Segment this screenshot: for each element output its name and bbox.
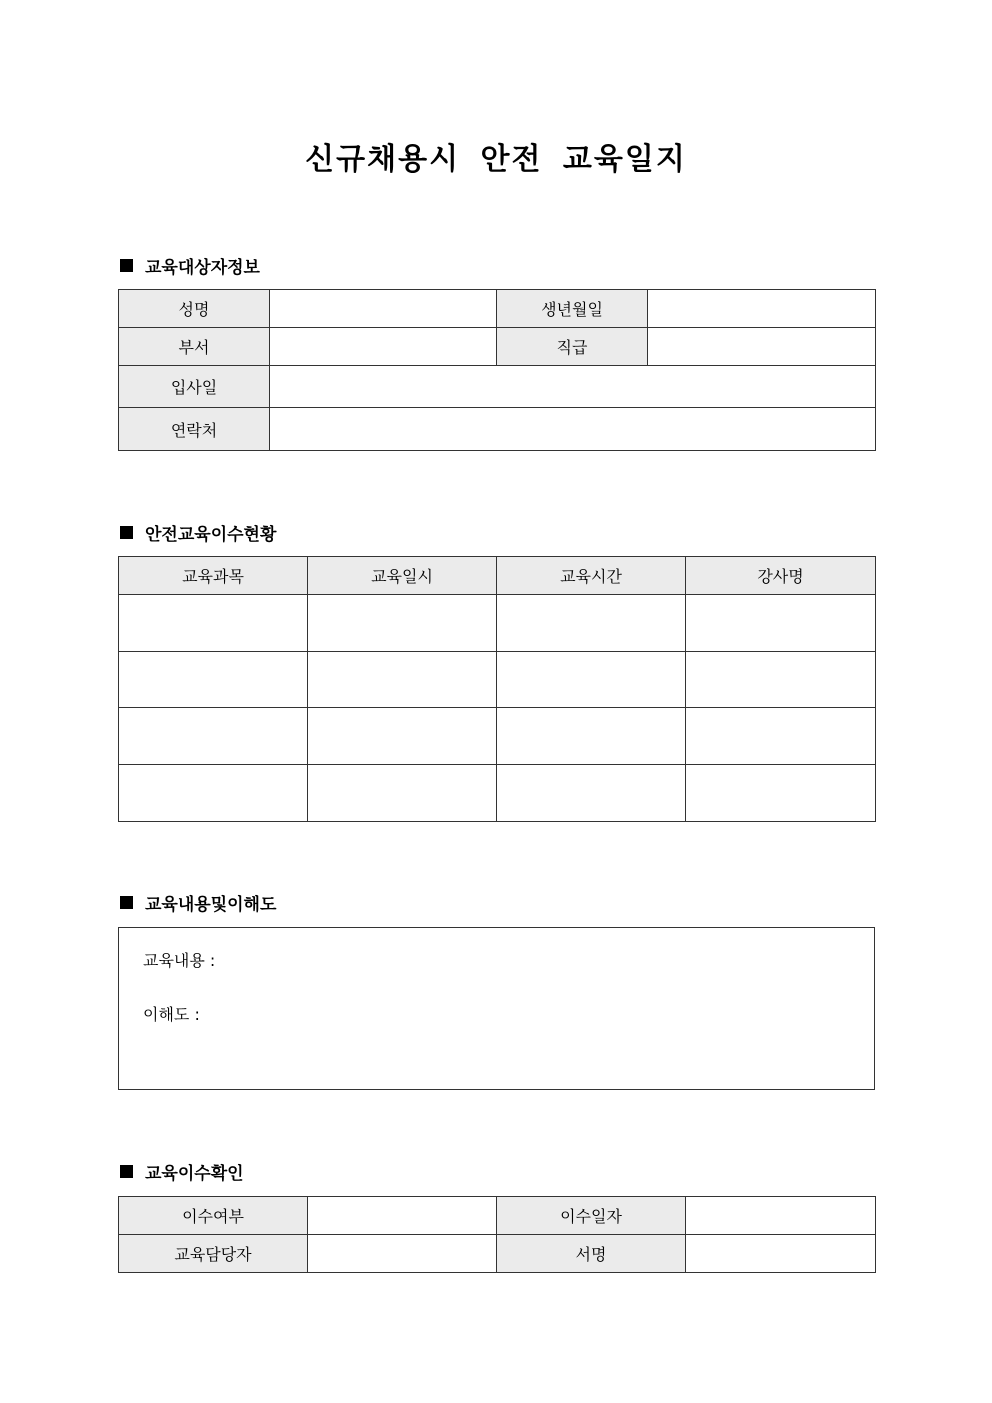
instructor-cell[interactable] [686,708,876,765]
hire-date-label: 입사일 [119,366,270,408]
department-field[interactable] [270,328,497,366]
completed-field[interactable] [308,1197,497,1235]
page-title: 신규채용시 안전 교육일지 [305,142,687,177]
table-row [119,595,876,652]
manager-label: 교육담당자 [119,1235,308,1273]
manager-field[interactable] [308,1235,497,1273]
birthdate-label: 생년월일 [497,290,648,328]
section-heading-label: 안전교육이수현황 [145,524,277,545]
signature-field[interactable] [686,1235,876,1273]
hire-date-field[interactable] [270,366,876,408]
target-info-table [118,289,876,451]
subject-cell[interactable] [119,708,308,765]
completed-label: 이수여부 [119,1197,308,1235]
section-heading-label: 교육이수확인 [145,1163,244,1184]
square-bullet-icon [120,896,133,909]
subject-cell[interactable] [119,595,308,652]
table-row [119,366,876,408]
completion-date-field[interactable] [686,1197,876,1235]
hours-cell[interactable] [497,708,686,765]
table-row [119,1197,876,1235]
section-heading-completion-confirm [120,1159,244,1183]
birthdate-field[interactable] [648,290,876,328]
subject-cell[interactable] [119,765,308,822]
department-label: 부서 [119,328,270,366]
completion-status-table [118,556,876,822]
datetime-cell[interactable] [308,595,497,652]
contact-label: 연락처 [119,408,270,451]
table-row [119,290,876,328]
section-heading-target-info [120,253,260,277]
content-understanding-box[interactable] [118,927,875,1090]
datetime-cell[interactable] [308,708,497,765]
table-row [119,328,876,366]
instructor-cell[interactable] [686,595,876,652]
datetime-cell[interactable] [308,765,497,822]
table-row [119,652,876,708]
hours-cell[interactable] [497,765,686,822]
square-bullet-icon [120,526,133,539]
column-header-hours: 교육시간 [497,557,686,595]
square-bullet-icon [120,1165,133,1178]
position-field[interactable] [648,328,876,366]
education-content-label: 교육내용 : [143,951,216,970]
name-label: 성명 [119,290,270,328]
section-heading-completion-status [120,520,276,544]
hours-cell[interactable] [497,595,686,652]
table-row [119,765,876,822]
instructor-cell[interactable] [686,652,876,708]
column-header-subject: 교육과목 [119,557,308,595]
hours-cell[interactable] [497,652,686,708]
datetime-cell[interactable] [308,652,497,708]
completion-confirm-table [118,1196,876,1273]
table-row [119,408,876,451]
completion-date-label: 이수일자 [497,1197,686,1235]
table-row [119,1235,876,1273]
section-heading-label: 교육내용및이해도 [145,894,277,915]
table-header-row [119,557,876,595]
section-heading-content-understanding [120,890,276,914]
contact-field[interactable] [270,408,876,451]
position-label: 직급 [497,328,648,366]
signature-label: 서명 [497,1235,686,1273]
section-heading-label: 교육대상자정보 [145,257,260,278]
name-field[interactable] [270,290,497,328]
square-bullet-icon [120,259,133,272]
column-header-instructor: 강사명 [686,557,876,595]
subject-cell[interactable] [119,652,308,708]
instructor-cell[interactable] [686,765,876,822]
understanding-label: 이해도 : [143,1005,200,1024]
column-header-datetime: 교육일시 [308,557,497,595]
table-row [119,708,876,765]
